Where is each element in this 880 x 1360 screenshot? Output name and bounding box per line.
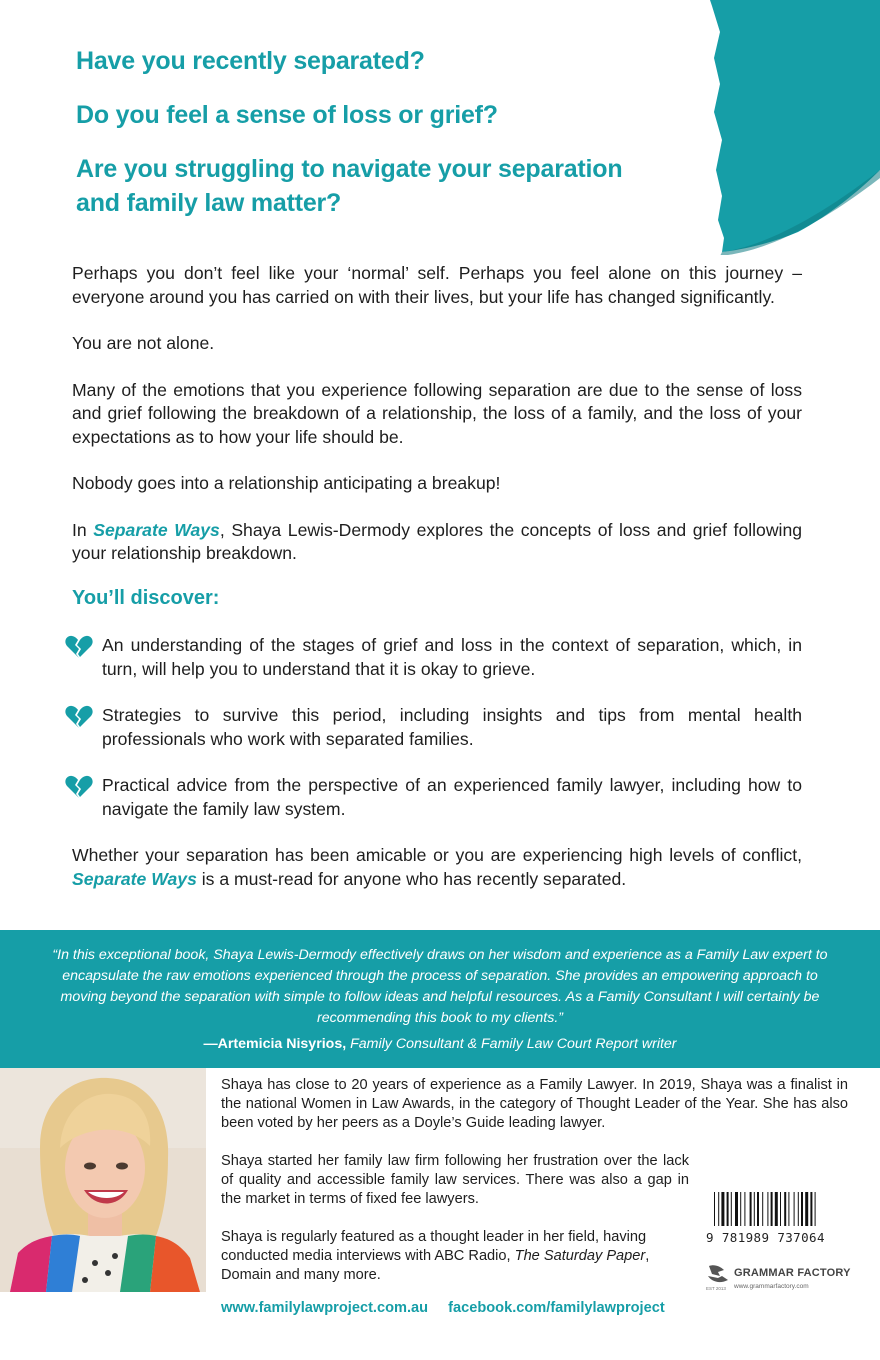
bio-p3-italic: The Saturday Paper [514, 1248, 646, 1264]
bullet-text-1: An understanding of the stages of grief and loss in the context of separation, which, in turn, will help you to understand that it is okay to grieve. [102, 635, 802, 679]
barcode-bar [798, 1192, 799, 1226]
bio-p3-pre: Shaya is regularly featured as a thought leader in her field, having conducted media interviews with ABC Radio, [221, 1229, 647, 1264]
isbn-digits: 9 781989 737064 [706, 1230, 825, 1245]
publisher-name: GRAMMAR FACTORY [734, 1267, 851, 1279]
attrib-name: Artemicia Nisyrios, [217, 1036, 347, 1052]
bio-paragraph-2: Shaya started her family law firm following her frustration over the lack of quality and accessible family law services. There was also a gap in the market in terms of fixed fee lawyers. [221, 1153, 689, 1207]
author-photo [0, 1068, 206, 1292]
barcode-bar [775, 1192, 778, 1226]
testimonial-band [0, 930, 880, 1068]
blurb-body [72, 262, 802, 914]
facebook-link[interactable]: facebook.com/familylawproject [448, 1300, 665, 1316]
bullet-text-2: Strategies to survive this period, including insights and tips from mental health professionals who work with separated families. [102, 705, 802, 749]
barcode-bar [788, 1192, 789, 1226]
bio-paragraph-3 [221, 1228, 689, 1285]
barcode-bar [810, 1192, 812, 1226]
question-3: Are you struggling to navigate your separation and family law matter? [76, 155, 623, 217]
intro-paragraph-1: Perhaps you don’t feel like your ‘normal’ self. Perhaps you feel alone on this journey – everyone around you has carried on with their lives, but your life has changed significantly. [72, 263, 802, 307]
barcode-bars [706, 1192, 846, 1228]
book-title: Separate Ways [93, 519, 220, 540]
barcode-bar [757, 1192, 759, 1226]
discover-bullet [72, 774, 802, 821]
intro-paragraph-4: Nobody goes into a relationship anticipating a breakup! [72, 473, 501, 493]
p5-pre: In [72, 519, 87, 540]
bio-p3-post: , Domain and many more. [221, 1248, 650, 1283]
closing-post: is a must-read for anyone who has recently separated. [201, 868, 627, 889]
broken-heart-icon [65, 705, 93, 729]
barcode-bar [801, 1192, 803, 1226]
barcode-bar [727, 1192, 729, 1226]
barcode-bar [794, 1192, 795, 1226]
barcode-bar [771, 1192, 773, 1226]
p5-post: , Shaya Lewis-Dermody explores the concepts of loss and grief following your relationship breakdown. [72, 519, 803, 563]
barcode-bar [754, 1192, 755, 1226]
barcode-bar [815, 1192, 816, 1226]
closing-paragraph [72, 844, 802, 891]
bio-paragraph-1: Shaya has close to 20 years of experience as a Family Lawyer. In 2019, Shaya was a finalist in the national Women in Law Awards, in the category of Thought Leader of the Year. She has also been voted by her peers as a Doyle’s Guide leading lawyer. [221, 1077, 848, 1131]
publisher-logo [706, 1264, 856, 1294]
website-link[interactable]: www.familylawproject.com.au [221, 1300, 429, 1316]
barcode-bar [714, 1192, 715, 1226]
attrib-role: Family Consultant & Family Law Court Report writer [350, 1036, 677, 1052]
isbn-barcode [706, 1192, 846, 1248]
intro-paragraph-3: Many of the emotions that you experience following separation are due to the sense of loss and grief following the breakdown of a relationship, the loss of a family, and the loss of your expectations as to how your life should be. [72, 379, 802, 447]
barcode-bar [740, 1192, 741, 1226]
testimonial-attribution [0, 1036, 880, 1052]
broken-heart-icon [65, 635, 93, 659]
barcode-bar [767, 1192, 768, 1226]
bullet-text-3: Practical advice from the perspective of an experienced family lawyer, including how to navigate the family law system. [102, 775, 802, 819]
publisher-site: www.grammarfactory.com [734, 1283, 809, 1290]
barcode-bar [731, 1192, 732, 1226]
testimonial-quote: “In this exceptional book, Shaya Lewis-Dermody effectively draws on her wisdom and experience as a Family Law expert to encapsulate the raw emotions experienced through the process of separation. She provides an empowering approach to moving beyond the separation with simple to follow ideas and helpful resources. As a Family Consultant I will certainly be recommending this book to my clients.” [52, 947, 828, 1026]
attrib-dash: — [203, 1036, 218, 1052]
discover-bullet [72, 704, 802, 751]
barcode-bar [744, 1192, 745, 1226]
broken-heart-icon [65, 775, 93, 799]
discover-heading: You’ll discover: [72, 586, 220, 609]
barcode-bar [784, 1192, 786, 1226]
publisher-year: EST 2013 [706, 1286, 726, 1291]
headline-questions [76, 44, 636, 240]
barcode-bar [735, 1192, 738, 1226]
question-2: Do you feel a sense of loss or grief? [76, 101, 498, 129]
barcode-bar [762, 1192, 763, 1226]
book-title: Separate Ways [72, 868, 197, 889]
grammar-factory-logo-icon [706, 1264, 730, 1286]
intro-paragraph-2: You are not alone. [72, 333, 215, 353]
question-1: Have you recently separated? [76, 47, 425, 75]
torn-paper-corner [710, 0, 880, 255]
barcode-bar [780, 1192, 781, 1226]
closing-pre: Whether your separation has been amicable or you are experiencing high levels of conflict, [72, 845, 802, 865]
barcode-bar [721, 1192, 724, 1226]
barcode-bar [805, 1192, 808, 1226]
footer-links [221, 1300, 681, 1316]
barcode-bar [718, 1192, 719, 1226]
barcode-bar [750, 1192, 752, 1226]
intro-paragraph-5 [72, 519, 802, 566]
discover-bullet [72, 634, 802, 681]
